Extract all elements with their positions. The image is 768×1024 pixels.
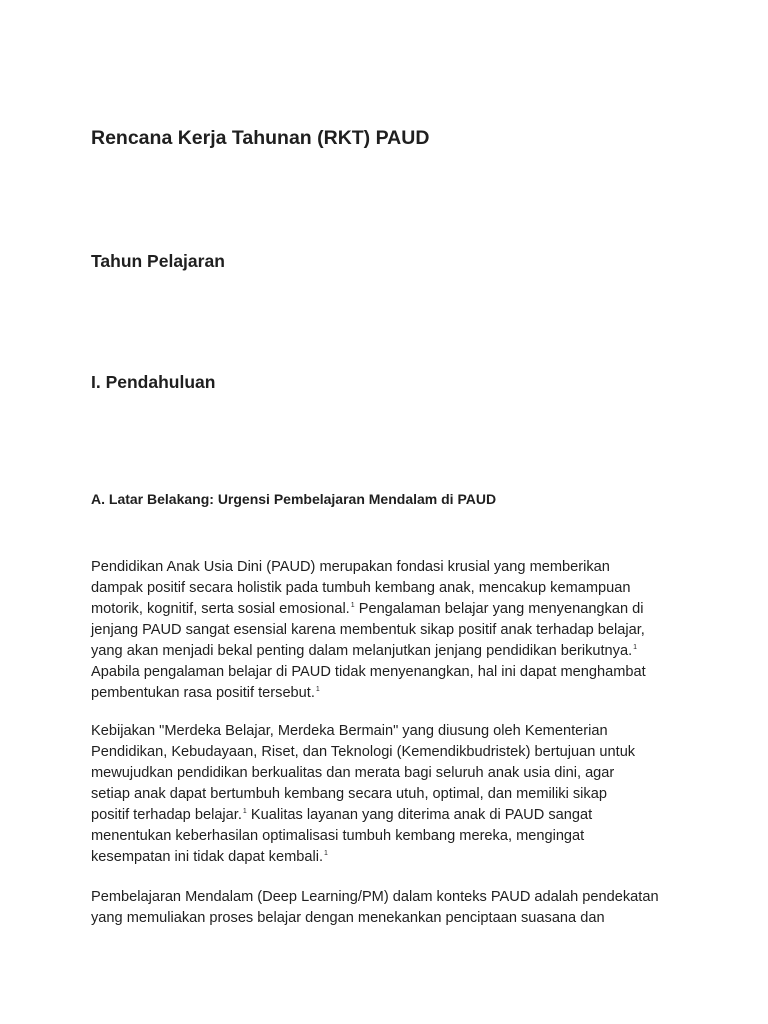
paragraph-line: yang memuliakan proses belajar dengan menekankan penciptaan suasana dan xyxy=(91,910,605,926)
paragraph-text: yang akan menjadi bekal penting dalam melanjutkan jenjang pendidikan berikutnya. xyxy=(91,643,633,659)
section-heading: I. Pendahuluan xyxy=(91,372,216,392)
paragraph-text: positif terhadap belajar. xyxy=(91,807,242,823)
paragraph-line: menentukan keberhasilan optimalisasi tumbuh kembang mereka, mengingat xyxy=(91,828,585,844)
paragraph xyxy=(91,721,701,868)
paragraph-line xyxy=(91,847,701,868)
citation-marker[interactable]: 1 xyxy=(633,644,638,651)
paragraph-line: Kebijakan "Merdeka Belajar, Merdeka Bermain" yang diusung oleh Kementerian xyxy=(91,723,608,739)
citation-marker[interactable]: 1 xyxy=(242,808,247,815)
citation-marker[interactable]: 1 xyxy=(324,850,328,857)
paragraph-line: Pendidikan, Kebudayaan, Riset, dan Teknologi (Kemendikbudristek) bertujuan untuk xyxy=(91,744,636,760)
paragraph-line xyxy=(91,805,701,826)
document-title: Rencana Kerja Tahunan (RKT) PAUD xyxy=(91,127,430,149)
paragraph-line: dampak positif secara holistik pada tumbuh kembang anak, mencakup kemampuan xyxy=(91,580,631,596)
paragraph-line: mewujudkan pendidikan berkualitas dan merata bagi seluruh anak usia dini, agar xyxy=(91,765,615,781)
paragraph-line xyxy=(91,641,701,662)
paragraph-text: pembentukan rasa positif tersebut. xyxy=(91,685,315,701)
paragraph xyxy=(91,887,701,929)
paragraph-text: motorik, kognitif, serta sosial emosional. xyxy=(91,601,350,617)
paragraph-line xyxy=(91,683,701,704)
paragraph-line: Apabila pengalaman belajar di PAUD tidak menyenangkan, hal ini dapat menghambat xyxy=(91,664,646,680)
citation-marker[interactable]: 1 xyxy=(315,686,320,693)
citation-marker[interactable]: 1 xyxy=(350,602,355,609)
paragraph-line: setiap anak dapat bertumbuh kembang secara utuh, optimal, dan memiliki sikap xyxy=(91,786,607,802)
document-subtitle: Tahun Pelajaran xyxy=(91,251,225,271)
paragraph-text: Kualitas layanan yang diterima anak di PAUD sangat xyxy=(250,807,593,823)
paragraph-line: Pembelajaran Mendalam (Deep Learning/PM) dalam konteks PAUD adalah pendekatan xyxy=(91,889,659,905)
paragraph-line xyxy=(91,599,701,620)
paragraph-line: Pendidikan Anak Usia Dini (PAUD) merupakan fondasi krusial yang memberikan xyxy=(91,559,610,575)
paragraph-text: kesempatan ini tidak dapat kembali. xyxy=(91,849,324,865)
subsection-heading: A. Latar Belakang: Urgensi Pembelajaran Mendalam di PAUD xyxy=(91,491,497,507)
paragraph xyxy=(91,557,701,704)
paragraph-text: Pengalaman belajar yang menyenangkan di xyxy=(358,601,644,617)
paragraph-line: jenjang PAUD sangat esensial karena membentuk sikap positif anak terhadap belajar, xyxy=(91,622,645,638)
